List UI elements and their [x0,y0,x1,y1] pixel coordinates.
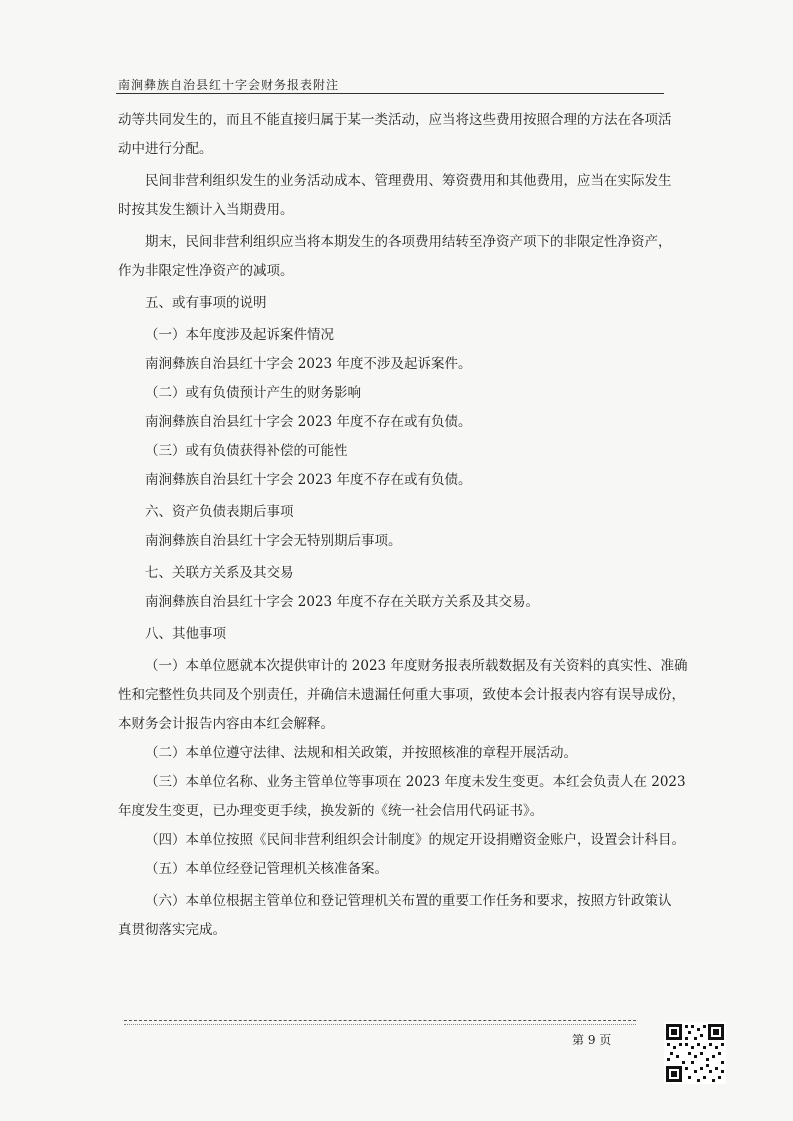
paragraph-line: （一）本单位愿就本次提供审计的 2023 年度财务报表所载数据及有关资料的真实性、准确 [145,658,688,674]
footer-divider-dotted [124,1024,636,1025]
section-heading: 七、关联方关系及其交易 [145,565,294,581]
paragraph-line: 年度发生变更，已办理变更手续，换发新的《统一社会信用代码证书》。 [118,803,544,819]
section-heading: 五、或有事项的说明 [145,295,267,311]
page-number: 第 9 页 [572,1033,612,1047]
paragraph-line: 动等共同发生的，而且不能直接归属于某一类活动，应当将这些费用按照合理的方法在各项活 [118,112,672,128]
subsection-heading: （二）或有负债预计产生的财务影响 [145,385,361,401]
paragraph-line: 南涧彝族自治县红十字会 2023 年度不存在关联方关系及其交易。 [145,594,539,610]
header-divider [116,93,664,94]
paragraph-line: 期末，民间非营利组织应当将本期发生的各项费用结转至净资产项下的非限定性净资产， [145,234,672,250]
paragraph-line: 动中进行分配。 [118,141,213,157]
paragraph-line: （五）本单位经登记管理机关核准备案。 [145,861,388,877]
body-text [118,106,688,945]
paragraph-line: 真贯彻落实完成。 [118,922,226,938]
paragraph-line: 南涧彝族自治县红十字会无特别期后事项。 [145,533,402,549]
paragraph-line: 作为非限定性净资产的减项。 [118,263,294,279]
qr-code-icon [664,1022,726,1084]
paragraph-line: 南涧彝族自治县红十字会 2023 年度不涉及起诉案件。 [145,356,472,372]
paragraph-line: （二）本单位遵守法律、法规和相关政策，并按照核准的章程开展活动。 [145,745,577,761]
paragraph-line: （四）本单位按照《民间非营利组织会计制度》的规定开设捐赠资金账户，设置会计科目。 [145,832,685,848]
paragraph-line: （三）本单位名称、业务主管单位等事项在 2023 年度未发生变更。本红会负责人在 2023 [145,774,686,790]
subsection-heading: （三）或有负债获得补偿的可能性 [145,443,348,459]
paragraph-line: 时按其发生额计入当期费用。 [118,202,294,218]
paragraph-line: 本财务会计报告内容由本红会解释。 [118,716,334,732]
subsection-heading: （一）本年度涉及起诉案件情况 [145,327,334,343]
paragraph-line: （六）本单位根据主管单位和登记管理机关布置的重要工作任务和要求，按照方针政策认 [145,893,672,909]
paragraph-line: 性和完整性负共同及个别责任，并确信未遗漏任何重大事项，致使本会计报表内容有误导成份， [118,687,685,703]
footer-divider [124,1020,636,1021]
paragraph-line: 民间非营利组织发生的业务活动成本、管理费用、筹资费用和其他费用，应当在实际发生 [145,173,672,189]
paragraph-line: 南涧彝族自治县红十字会 2023 年度不存在或有负债。 [145,472,472,488]
section-heading: 六、资产负债表期后事项 [145,504,294,520]
section-heading: 八、其他事项 [145,626,226,642]
paragraph-line: 南涧彝族自治县红十字会 2023 年度不存在或有负债。 [145,414,472,430]
header-title: 南涧彝族自治县红十字会财务报表附注 [118,78,340,92]
